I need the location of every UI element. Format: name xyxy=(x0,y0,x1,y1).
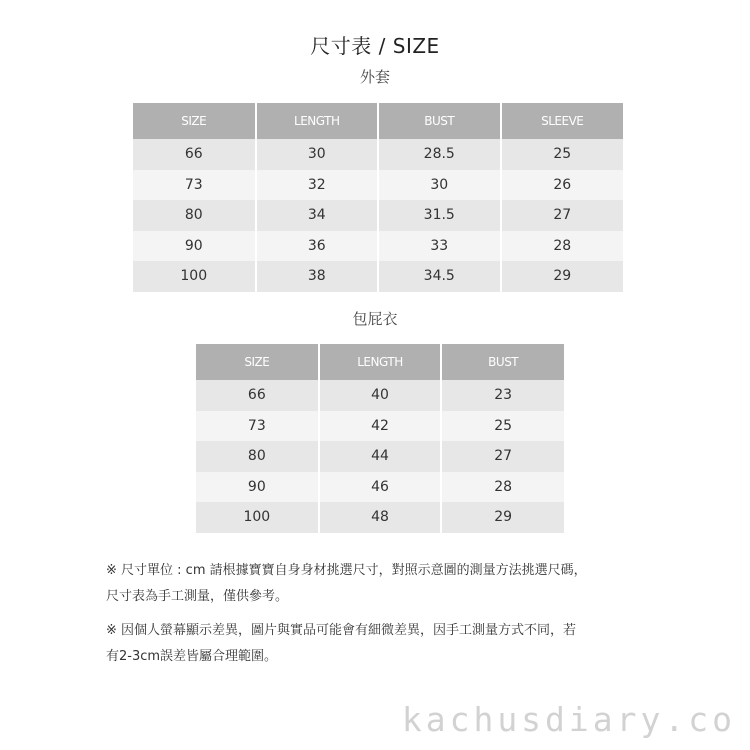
table-cell: 33 xyxy=(378,231,501,262)
table-cell: 29 xyxy=(501,261,624,292)
table-cell: 28 xyxy=(501,231,624,262)
column-header-size: SIZE xyxy=(196,344,319,380)
table-cell: 42 xyxy=(319,411,442,442)
site-watermark: kachusdiary.co xyxy=(401,700,736,739)
table-cell: 30 xyxy=(256,139,379,170)
page-title: 尺寸表 / SIZE xyxy=(310,34,440,58)
table-cell: 31.5 xyxy=(378,200,501,231)
table-cell: 26 xyxy=(501,170,624,201)
table-cell: 30 xyxy=(378,170,501,201)
column-header-bust: BUST xyxy=(441,344,564,380)
table-cell: 28 xyxy=(441,472,564,503)
table-cell: 36 xyxy=(256,231,379,262)
table-cell: 27 xyxy=(441,441,564,472)
table-header-row xyxy=(133,103,623,139)
column-header-length: LENGTH xyxy=(256,103,379,139)
table-row xyxy=(133,170,623,201)
table-cell: 32 xyxy=(256,170,379,201)
table-row xyxy=(196,472,564,503)
table-cell: 46 xyxy=(319,472,442,503)
table-cell: 29 xyxy=(441,502,564,533)
table-row xyxy=(196,502,564,533)
table-cell: 48 xyxy=(319,502,442,533)
table-header-row xyxy=(196,344,564,380)
note-line: 尺寸表為手工測量，僅供參考。 xyxy=(106,589,289,604)
table-cell: 27 xyxy=(501,200,624,231)
column-header-length: LENGTH xyxy=(319,344,442,380)
table-cell: 100 xyxy=(196,502,319,533)
table-row xyxy=(133,200,623,231)
table-cell: 66 xyxy=(133,139,256,170)
table-cell: 38 xyxy=(256,261,379,292)
column-header-bust: BUST xyxy=(378,103,501,139)
table-row xyxy=(196,411,564,442)
bodysuit-size-table xyxy=(196,344,564,533)
note-line: ※ 尺寸單位 : cm 請根據寶寶自身身材挑選尺寸，對照示意圖的測量方法挑選尺碼， xyxy=(106,563,587,578)
display-difference-note xyxy=(106,618,666,670)
jacket-size-table xyxy=(133,103,623,292)
jacket-table-subtitle: 外套 xyxy=(359,68,390,86)
table-row xyxy=(133,231,623,262)
table-cell: 66 xyxy=(196,380,319,411)
table-row xyxy=(196,441,564,472)
column-header-size: SIZE xyxy=(133,103,256,139)
table-cell: 34.5 xyxy=(378,261,501,292)
table-cell: 80 xyxy=(133,200,256,231)
bodysuit-table-subtitle: 包屁衣 xyxy=(352,310,398,328)
column-header-sleeve: SLEEVE xyxy=(501,103,624,139)
table-cell: 80 xyxy=(196,441,319,472)
table-cell: 90 xyxy=(133,231,256,262)
table-cell: 25 xyxy=(441,411,564,442)
table-row xyxy=(133,261,623,292)
table-cell: 40 xyxy=(319,380,442,411)
table-cell: 44 xyxy=(319,441,442,472)
table-cell: 28.5 xyxy=(378,139,501,170)
table-cell: 73 xyxy=(196,411,319,442)
note-line: 有2-3cm誤差皆屬合理範圍。 xyxy=(106,649,278,664)
table-cell: 34 xyxy=(256,200,379,231)
size-unit-note xyxy=(106,558,666,610)
table-cell: 73 xyxy=(133,170,256,201)
table-cell: 25 xyxy=(501,139,624,170)
table-cell: 100 xyxy=(133,261,256,292)
table-cell: 23 xyxy=(441,380,564,411)
table-row xyxy=(196,380,564,411)
table-cell: 90 xyxy=(196,472,319,503)
note-line: ※ 因個人螢幕顯示差異，圖片與實品可能會有細微差異，因手工測量方式不同，若 xyxy=(106,623,577,638)
table-row xyxy=(133,139,623,170)
